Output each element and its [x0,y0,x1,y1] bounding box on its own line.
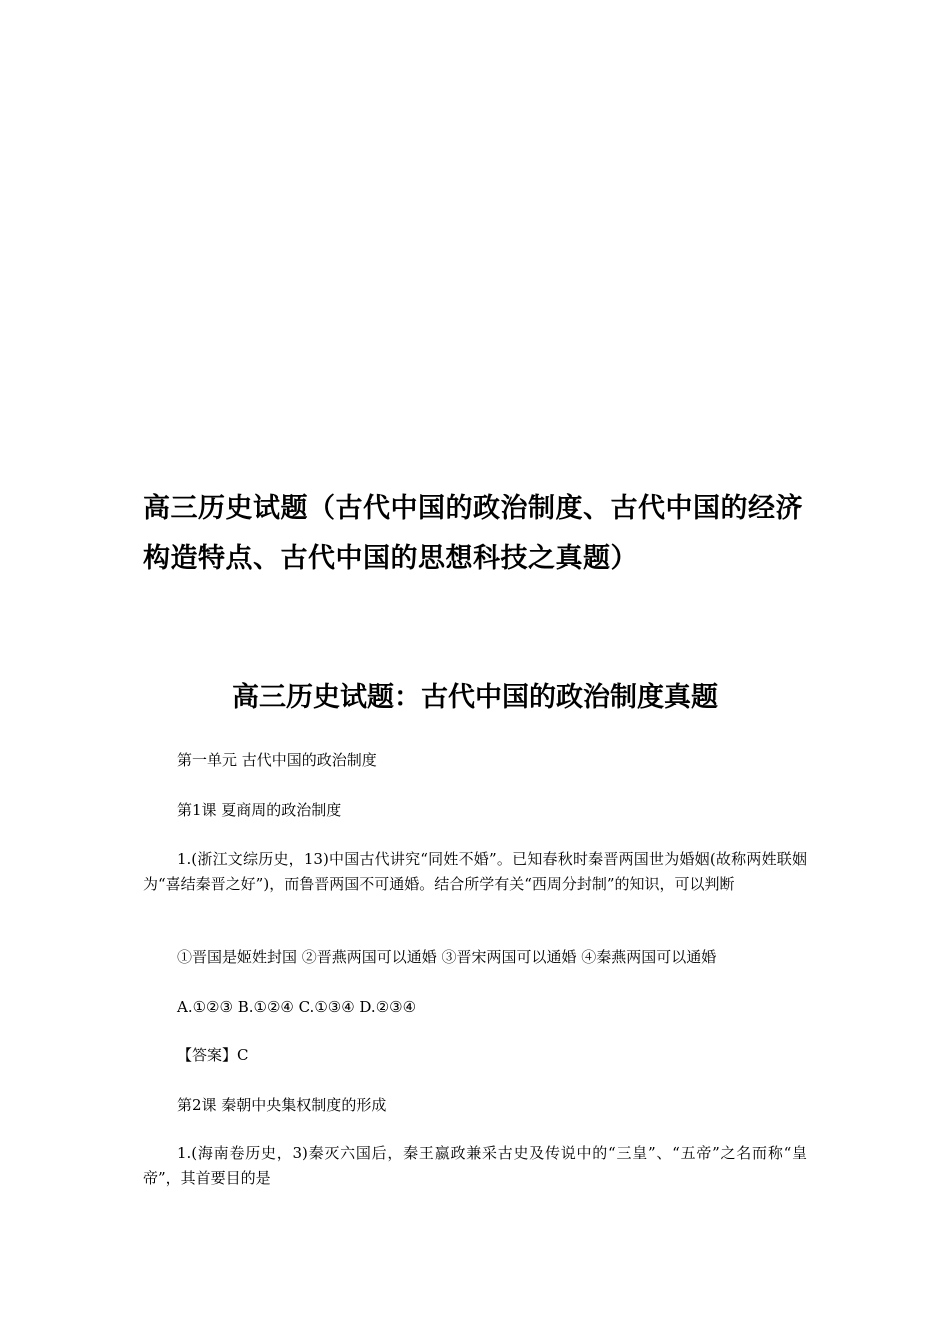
unit-heading: 第一单元 古代中国的政治制度 [177,751,377,769]
question-1-statements: ①晋国是姬姓封国 ②晋燕两国可以通婚 ③晋宋两国可以通婚 ④秦燕两国可以通婚 [177,948,717,966]
lesson-2-heading: 第2课 秦朝中央集权制度的形成 [177,1096,387,1114]
section-title: 高三历史试题：古代中国的政治制度真题 [232,682,718,713]
lesson-1-heading: 第1课 夏商周的政治制度 [177,801,342,819]
question-1-answer: 【答案】C [177,1046,249,1064]
question-1-options: A.①②③ B.①②④ C.①③④ D.②③④ [177,998,417,1016]
document-main-title: 高三历史试题（古代中国的政治制度、古代中国的经济构造特点、古代中国的思想科技之真题） [143,493,803,574]
question-1-text: 1.(浙江文综历史，13)中国古代讲究“同姓不婚”。已知春秋时秦晋两国世为婚姻(故称两姓联姻为“喜结秦晋之好”)，而鲁晋两国不可通婚。结合所学有关“西周分封制”的知识，可以判断 [143,850,807,893]
question-2-text: 1.(海南卷历史，3)秦灭六国后，秦王嬴政兼采古史及传说中的“三皇”、“五帝”之名而称“皇帝”，其首要目的是 [143,1144,807,1187]
